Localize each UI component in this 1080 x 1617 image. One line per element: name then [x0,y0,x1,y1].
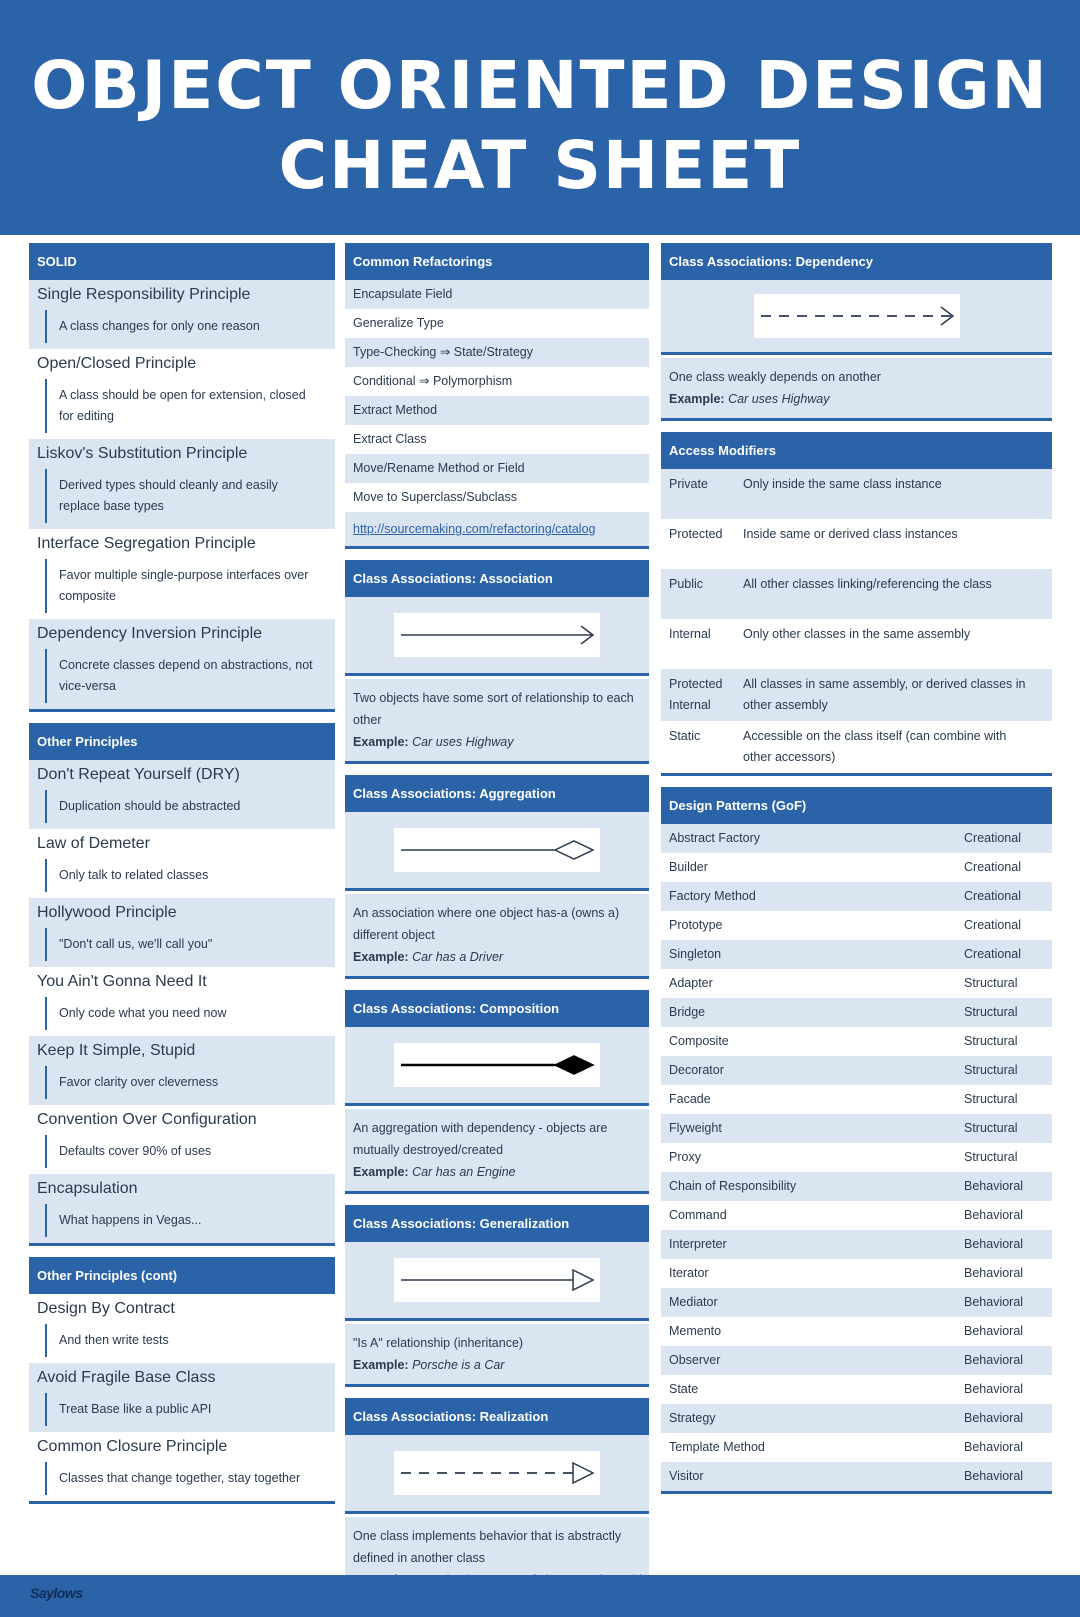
pattern-category: Creational [964,918,1021,932]
pattern-category: Behavioral [964,1324,1024,1338]
pattern-category: Behavioral [964,1353,1024,1367]
principle-name: Keep It Simple, Stupid [37,1042,196,1059]
section-title: Class Associations: Realization [345,1398,649,1435]
generalization-section [345,1205,649,1387]
pattern-name: Observer [669,1353,721,1367]
composition-description [345,1109,649,1191]
principle-item [29,1174,335,1243]
description-text: One class implements behavior that is abstractly defined in another class [353,1529,622,1565]
design-pattern-row [661,1027,1052,1056]
page-title-line1: OBJECT ORIENTED DESIGN [31,47,1049,124]
access-modifier-row [661,569,1052,619]
generalization-triangle-icon [397,1265,597,1295]
modifier-name: Private [669,477,708,491]
pattern-name: Bridge [669,1005,706,1019]
pattern-category: Structural [964,976,1018,990]
principle-name: Law of Demeter [37,835,150,852]
principle-desc: "Don't call us, we'll call you" [45,928,327,961]
pattern-category: Behavioral [964,1411,1024,1425]
access-modifier-row [661,669,1052,721]
principle-item [29,760,335,829]
dependency-diagram [661,280,1052,355]
principle-name: Design By Contract [37,1300,175,1317]
principle-item [29,1105,335,1174]
pattern-category: Behavioral [964,1237,1024,1251]
design-pattern-row [661,998,1052,1027]
association-diagram [345,597,649,676]
pattern-category: Behavioral [964,1179,1024,1193]
modifier-name: Internal [669,627,711,641]
composition-diagram [345,1027,649,1106]
principle-desc: Concrete classes depend on abstractions, not vice-versa [45,649,327,703]
pattern-name: Template Method [669,1440,765,1454]
association-description [345,679,649,761]
modifier-name: Protected [669,527,723,541]
dependency-description [661,358,1052,418]
principle-desc: Only talk to related classes [45,859,327,892]
example-text: Car uses Highway [728,392,830,406]
dependency-arrow-icon [757,301,957,331]
principle-name: Encapsulation [37,1180,138,1197]
pattern-name: Iterator [669,1266,709,1280]
example-text: Car has a Driver [412,950,504,964]
generalization-diagram [345,1242,649,1321]
pattern-name: State [669,1382,699,1396]
modifier-desc: All classes in same assembly, or derived classes in other assembly [743,677,1026,712]
modifier-desc: Only inside the same class instance [743,477,942,491]
principle-desc: What happens in Vegas... [45,1204,327,1237]
refactorings-section [345,243,649,549]
design-pattern-row [661,1404,1052,1433]
publisher-logo: Saylows [30,1585,83,1601]
example-label: Example: [353,950,409,964]
principle-item [29,898,335,967]
design-pattern-row [661,824,1052,853]
example-text: Porsche is a Car [412,1358,505,1372]
access-modifier-row [661,469,1052,519]
access-modifier-row [661,519,1052,569]
composition-diamond-icon [397,1050,597,1080]
principle-name: Open/Closed Principle [37,355,197,372]
design-pattern-row [661,1346,1052,1375]
principle-desc: Favor multiple single-purpose interfaces over composite [45,559,327,613]
pattern-name: Chain of Responsibility [669,1179,797,1193]
design-pattern-row [661,1259,1052,1288]
principle-desc: Defaults cover 90% of uses [45,1135,327,1168]
column-left [29,243,335,1515]
pattern-category: Creational [964,947,1021,961]
principle-item [29,1432,335,1501]
design-pattern-list [661,824,1052,1491]
principle-desc: Derived types should cleanly and easily replace base types [45,469,327,523]
example-text: Car uses Highway [412,735,514,749]
principle-item [29,1036,335,1105]
modifier-desc: Accessible on the class itself (can combine with other accessors) [743,729,1007,764]
dependency-section [661,243,1052,421]
section-title: Other Principles (cont) [29,1257,335,1294]
principle-desc: And then write tests [45,1324,327,1357]
principle-item [29,1294,335,1363]
description-text: Two objects have some sort of relationship to each other [353,691,634,727]
pattern-category: Structural [964,1092,1018,1106]
section-title: Class Associations: Composition [345,990,649,1027]
other-principles-cont-section [29,1257,335,1504]
design-pattern-row [661,1114,1052,1143]
column-right [661,243,1052,1505]
modifier-desc: Inside same or derived class instances [743,527,958,541]
description-text: One class weakly depends on another [669,370,881,384]
description-text: An association where one object has-a (owns a) different object [353,906,620,942]
pattern-name: Memento [669,1324,722,1338]
pattern-category: Behavioral [964,1208,1024,1222]
design-patterns-section [661,787,1052,1494]
pattern-name: Interpreter [669,1237,727,1251]
principle-name: Liskov's Substitution Principle [37,445,248,462]
pattern-name: Singleton [669,947,722,961]
principle-name: You Ain't Gonna Need It [37,973,207,990]
design-pattern-row [661,1230,1052,1259]
page-title-line2: CHEAT SHEET [278,127,802,204]
principle-item [29,619,335,709]
pattern-category: Structural [964,1034,1018,1048]
pattern-name: Adapter [669,976,713,990]
pattern-category: Behavioral [964,1382,1024,1396]
design-pattern-row [661,1085,1052,1114]
principle-item [29,439,335,529]
association-section [345,560,649,764]
example-label: Example: [669,392,725,406]
design-pattern-row [661,882,1052,911]
pattern-category: Structural [964,1063,1018,1077]
principle-desc: Treat Base like a public API [45,1393,327,1426]
pattern-name: Flyweight [669,1121,722,1135]
pattern-name: Builder [669,860,708,874]
access-modifiers-section [661,432,1052,776]
section-title: Class Associations: Generalization [345,1205,649,1242]
principle-name: Dependency Inversion Principle [37,625,263,642]
principle-item [29,349,335,439]
modifier-desc: Only other classes in the same assembly [743,627,971,641]
design-pattern-row [661,853,1052,882]
pattern-name: Prototype [669,918,723,932]
pattern-name: Abstract Factory [669,831,760,845]
pattern-name: Composite [669,1034,729,1048]
pattern-category: Behavioral [964,1266,1024,1280]
pattern-category: Structural [964,1005,1018,1019]
section-title: Access Modifiers [661,432,1052,469]
pattern-name: Command [669,1208,727,1222]
design-pattern-row [661,1375,1052,1404]
pattern-category: Structural [964,1150,1018,1164]
principle-name: Interface Segregation Principle [37,535,256,552]
section-title: Class Associations: Association [345,560,649,597]
example-label: Example: [353,1358,409,1372]
principle-name: Single Responsibility Principle [37,286,251,303]
section-title: SOLID [29,243,335,280]
example-text: Car has an Engine [412,1165,516,1179]
pattern-category: Behavioral [964,1469,1024,1483]
principle-name: Convention Over Configuration [37,1111,257,1128]
refactoring-item: Move/Rename Method or Field [345,454,649,483]
section-title: Class Associations: Dependency [661,243,1052,280]
refactoring-catalog-link[interactable]: http://sourcemaking.com/refactoring/catalog [345,512,649,546]
refactoring-item: Move to Superclass/Subclass [353,490,517,504]
realization-triangle-icon [397,1458,597,1488]
aggregation-diagram [345,812,649,891]
page-footer [0,1575,1080,1617]
pattern-name: Mediator [669,1295,718,1309]
refactoring-item: Encapsulate Field [345,280,649,309]
access-modifier-row [661,619,1052,669]
principle-desc: Only code what you need now [45,997,327,1030]
example-label: Example: [353,1165,409,1179]
composition-section [345,990,649,1194]
refactoring-item: Conditional ⇒ Polymorphism [353,374,513,388]
access-modifier-row [661,721,1052,773]
section-title: Class Associations: Aggregation [345,775,649,812]
design-pattern-row [661,940,1052,969]
modifier-name: Static [669,729,701,743]
design-pattern-row [661,1433,1052,1462]
aggregation-description [345,894,649,976]
example-label: Example: [353,735,409,749]
realization-diagram [345,1435,649,1514]
section-title: Design Patterns (GoF) [661,787,1052,824]
aggregation-section [345,775,649,979]
pattern-category: Creational [964,889,1021,903]
principle-name: Hollywood Principle [37,904,177,921]
design-pattern-row [661,1462,1052,1491]
association-arrow-icon [397,620,597,650]
refactoring-item: Type-Checking ⇒ State/Strategy [345,338,649,367]
pattern-name: Proxy [669,1150,701,1164]
principle-desc: A class changes for only one reason [45,310,327,343]
description-text: An aggregation with dependency - objects are mutually destroyed/created [353,1121,608,1157]
refactoring-item: Extract Class [353,432,427,446]
principle-desc: Favor clarity over cleverness [45,1066,327,1099]
principle-desc: Classes that change together, stay together [45,1462,327,1495]
principle-item [29,967,335,1036]
principle-name: Common Closure Principle [37,1438,228,1455]
pattern-category: Behavioral [964,1295,1024,1309]
pattern-name: Decorator [669,1063,724,1077]
refactoring-item: Generalize Type [353,316,444,330]
pattern-name: Visitor [669,1469,704,1483]
modifier-desc: All other classes linking/referencing the class [743,577,992,591]
principle-desc: A class should be open for extension, closed for editing [45,379,327,433]
design-pattern-row [661,1056,1052,1085]
pattern-category: Creational [964,831,1021,845]
principle-name: Avoid Fragile Base Class [37,1369,216,1386]
description-text: "Is A" relationship (inheritance) [353,1336,524,1350]
principle-desc: Duplication should be abstracted [45,790,327,823]
principle-item [29,1363,335,1432]
column-middle [345,243,649,1617]
pattern-category: Structural [964,1121,1018,1135]
design-pattern-row [661,1317,1052,1346]
page-header [0,0,1080,235]
design-pattern-row [661,1201,1052,1230]
pattern-category: Behavioral [964,1440,1024,1454]
aggregation-diamond-icon [397,835,597,865]
design-pattern-row [661,969,1052,998]
principle-item [29,829,335,898]
pattern-name: Strategy [669,1411,716,1425]
principle-item [29,280,335,349]
pattern-name: Factory Method [669,889,756,903]
principle-name: Don't Repeat Yourself (DRY) [37,766,240,783]
principle-item [29,529,335,619]
design-pattern-row [661,1288,1052,1317]
refactoring-item: Extract Method [345,396,649,425]
pattern-category: Creational [964,860,1021,874]
other-principles-section [29,723,335,1246]
section-title: Common Refactorings [345,243,649,280]
modifier-name: Public [669,577,704,591]
solid-section [29,243,335,712]
pattern-name: Facade [669,1092,711,1106]
generalization-description [345,1324,649,1384]
modifier-name: Protected Internal [669,677,723,712]
design-pattern-row [661,1143,1052,1172]
section-title: Other Principles [29,723,335,760]
design-pattern-row [661,1172,1052,1201]
design-pattern-row [661,911,1052,940]
